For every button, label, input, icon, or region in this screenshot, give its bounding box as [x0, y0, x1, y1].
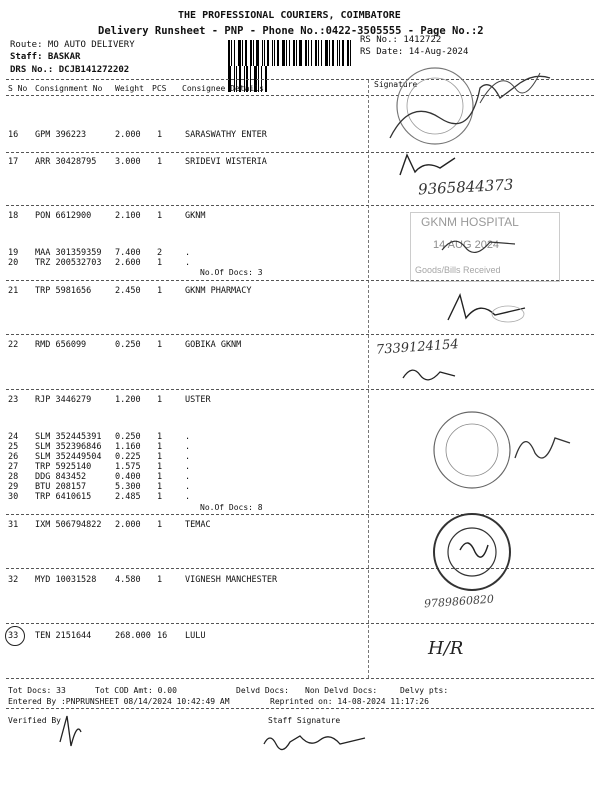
weight: 4.580 [115, 575, 141, 585]
pcs: 1 [157, 575, 163, 585]
docs-count-note: No.Of Docs: 3 [200, 268, 263, 277]
sno: 18 [8, 211, 19, 221]
signature-stamp-23 [420, 408, 580, 498]
barcode-bar [325, 40, 328, 66]
consignee: . [185, 442, 191, 452]
consignee: . [185, 462, 191, 472]
route-label: Route: MO AUTO DELIVERY [10, 40, 135, 50]
company-title: THE PROFESSIONAL COURIERS, COIMBATORE [178, 10, 401, 21]
barcode-bar [231, 40, 232, 66]
drs-number: DRS No.: DCJB141272202 [10, 65, 130, 75]
pcs: 1 [157, 286, 163, 296]
barcode-bar [337, 40, 338, 66]
col-weight: Weight [115, 84, 144, 93]
staff-label: Staff: BASKAR [10, 52, 81, 62]
pcs: 1 [157, 442, 163, 452]
staff-signature-mark [260, 730, 370, 755]
signature-21 [440, 290, 530, 330]
consignment-no: RJP 3446279 [35, 395, 92, 405]
weight: 2.450 [115, 286, 141, 296]
handwritten-phone: 9789860820 [423, 592, 495, 611]
sno: 20 [8, 258, 19, 268]
consignment-no: TRP 5925140 [35, 462, 92, 472]
barcode-bar [256, 40, 259, 66]
circled-row-mark [5, 626, 25, 646]
handwritten-note: H/R [428, 638, 464, 659]
sno: 32 [8, 575, 19, 585]
sno: 19 [8, 248, 19, 258]
weight: 1.200 [115, 395, 141, 405]
col-signature: Signature [374, 80, 418, 89]
consignee: GKNM [185, 211, 206, 221]
consignee: GOBIKA GKNM [185, 340, 242, 350]
signature-17 [395, 150, 475, 180]
col-pcs: PCS [152, 84, 167, 93]
barcode-bar [350, 40, 351, 66]
consignee: SARASWATHY ENTER [185, 130, 267, 140]
pcs: 1 [157, 130, 163, 140]
barcode-bar [289, 40, 290, 66]
barcode-bar [267, 40, 269, 66]
consignee: TEMAC [185, 520, 211, 530]
row-divider [6, 623, 594, 624]
barcode-bar [253, 40, 254, 66]
consignment-no: PON 6612900 [35, 211, 92, 221]
weight: 0.225 [115, 452, 141, 462]
staff-signature-label: Staff Signature [268, 716, 341, 725]
pcs: 2 [157, 248, 163, 258]
weight: 2.600 [115, 258, 141, 268]
consignment-no: DDG 843452 [35, 472, 87, 482]
docs-count-note: No.Of Docs: 8 [200, 503, 263, 512]
rs-number: RS No.: 1412722 [360, 35, 442, 45]
pcs: 16 [157, 631, 168, 641]
pcs: 1 [157, 211, 163, 221]
pcs: 1 [157, 432, 163, 442]
sno: 29 [8, 482, 19, 492]
signature-22 [400, 360, 460, 385]
weight: 2.000 [115, 130, 141, 140]
consignee: USTER [185, 395, 211, 405]
stamp-received: Goods/Bills Received [415, 265, 501, 275]
consignment-no: MYD 10031528 [35, 575, 97, 585]
consignment-no: BTU 208157 [35, 482, 87, 492]
barcode-bar [332, 40, 334, 66]
signature-18 [440, 232, 520, 257]
barcode-bar [308, 40, 309, 66]
row-divider [6, 678, 594, 679]
consignee: . [185, 492, 191, 502]
consignee: . [185, 482, 191, 492]
consignee: . [185, 452, 191, 462]
sno: 28 [8, 472, 19, 482]
handwritten-phone: 7339124154 [375, 337, 460, 358]
consignment-no: MAA 301359359 [35, 248, 102, 258]
barcode-bar [245, 40, 247, 66]
consignee: LULU [185, 631, 206, 641]
total-docs: Tot Docs: 33 [8, 686, 66, 695]
sno: 23 [8, 395, 19, 405]
barcode-bar [272, 40, 273, 66]
consignment-no: TRP 6410615 [35, 492, 92, 502]
handwritten-phone: 9365844373 [417, 175, 514, 199]
pcs: 1 [157, 520, 163, 530]
sno: 16 [8, 130, 19, 140]
footer-divider [6, 708, 594, 709]
barcode-bar [339, 40, 340, 66]
barcode-bar [315, 40, 317, 66]
rs-date: RS Date: 14-Aug-2024 [360, 47, 469, 57]
barcode-bar [262, 40, 263, 66]
pcs: 1 [157, 258, 163, 268]
barcode-bar [299, 40, 302, 66]
signature-column-divider [368, 80, 369, 678]
row-divider [6, 389, 594, 390]
barcode-bar [286, 40, 287, 66]
sno: 24 [8, 432, 19, 442]
barcode-bar [228, 40, 230, 66]
barcode [228, 40, 356, 66]
barcode-bar [342, 40, 344, 66]
barcode-bar [293, 40, 295, 66]
weight: 1.575 [115, 462, 141, 472]
weight: 0.400 [115, 472, 141, 482]
sno: 26 [8, 452, 19, 462]
weight: 5.300 [115, 482, 141, 492]
pcs: 1 [157, 157, 163, 167]
consignment-no: SLM 352449504 [35, 452, 102, 462]
pcs: 1 [157, 462, 163, 472]
barcode-bar [264, 40, 265, 66]
stamp-date: 14 AUG 2024 [433, 239, 500, 251]
weight: 2.485 [115, 492, 141, 502]
sno: 25 [8, 442, 19, 452]
consignment-no: SLM 352445391 [35, 432, 102, 442]
consignment-no: ARR 30428795 [35, 157, 97, 167]
consignee: SRIDEVI WISTERIA [185, 157, 267, 167]
stamp-title: GKNM HOSPITAL [421, 215, 519, 229]
col-consignee: Consignee Details [182, 84, 264, 93]
pcs: 1 [157, 340, 163, 350]
weight: 7.400 [115, 248, 141, 258]
consignment-no: GPM 396223 [35, 130, 87, 140]
consignment-no: TRZ 200532703 [35, 258, 102, 268]
consignee: . [185, 432, 191, 442]
verified-by: Verified By [8, 716, 61, 725]
barcode-bar [311, 40, 312, 66]
consignee: . [185, 258, 191, 268]
pcs: 1 [157, 492, 163, 502]
col-consignment: Consignment No [35, 84, 103, 93]
barcode-bar [238, 40, 241, 66]
pcs: 1 [157, 482, 163, 492]
total-cod: Tot COD Amt: 0.00 [95, 686, 177, 695]
barcode-bar [296, 40, 297, 66]
temac-round-stamp [430, 510, 520, 600]
sno: 27 [8, 462, 19, 472]
row-divider [6, 334, 594, 335]
barcode-bar [234, 40, 235, 66]
consignee: GKNM PHARMACY [185, 286, 252, 296]
consignment-no: TEN 2151644 [35, 631, 92, 641]
sno: 21 [8, 286, 19, 296]
sno: 22 [8, 340, 19, 350]
barcode-bar [274, 40, 275, 66]
consignee: VIGNESH MANCHESTER [185, 575, 278, 585]
weight: 0.250 [115, 340, 141, 350]
weight: 268.000 [115, 631, 151, 641]
runsheet-title: Delivery Runsheet - PNP - Phone No.:0422-3505555 - Page No.:2 [98, 25, 484, 37]
entered-by: Entered By :PNPRUNSHEET 08/14/2024 10:42:49 AM [8, 697, 230, 706]
pcs: 1 [157, 452, 163, 462]
consignment-no: SLM 352396846 [35, 442, 102, 452]
weight: 2.000 [115, 520, 141, 530]
weight: 3.000 [115, 157, 141, 167]
delivered-docs: Delvd Docs: [236, 686, 289, 695]
barcode-bar [329, 40, 330, 66]
consignment-no: TRP 5981656 [35, 286, 92, 296]
barcode-bar [347, 40, 349, 66]
sno: 30 [8, 492, 19, 502]
barcode-bar [282, 40, 285, 66]
delivery-points: Delvy pts: [400, 686, 449, 695]
weight: 0.250 [115, 432, 141, 442]
row-divider [6, 205, 594, 206]
barcode-bar [250, 40, 252, 66]
reprinted-on: Reprinted on: 14-08-2024 11:17:26 [270, 697, 429, 706]
consignee: . [185, 248, 191, 258]
barcode-bar [277, 40, 279, 66]
barcode-bar [321, 40, 322, 66]
weight: 1.160 [115, 442, 141, 452]
barcode-bar [242, 40, 243, 66]
consignment-no: RMD 656099 [35, 340, 87, 350]
non-delivered-docs: Non Delvd Docs: [305, 686, 378, 695]
pcs: 1 [157, 395, 163, 405]
consignee: . [185, 472, 191, 482]
sno: 31 [8, 520, 19, 530]
barcode-bar [318, 40, 319, 66]
pcs: 1 [157, 472, 163, 482]
weight: 2.100 [115, 211, 141, 221]
consignment-no: IXM 506794822 [35, 520, 102, 530]
barcode-bar [305, 40, 307, 66]
sno: 17 [8, 157, 19, 167]
col-sno: S No [8, 84, 28, 93]
sno: 33 [8, 631, 19, 641]
